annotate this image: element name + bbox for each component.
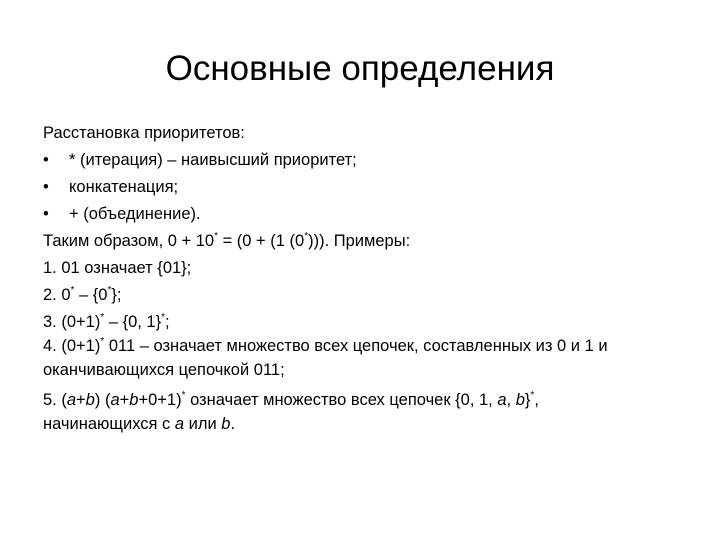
italic-var: a [110,391,120,409]
superscript-star: * [107,284,112,296]
superscript-star: * [181,389,186,401]
bullet-icon: • [43,151,49,169]
superscript-star: * [530,389,535,401]
text-run: 011 – означает множество всех цепочек, составленных из 0 и 1 и [104,337,608,355]
text-run: ) ( [94,391,111,409]
text-run: , [534,391,539,409]
text-run: 2. 0 [43,286,71,304]
text-run: +0+1) [138,391,182,409]
example-3 [43,309,693,336]
superscript-star: * [304,230,309,242]
thus-line [43,228,693,255]
italic-var: a [497,391,507,409]
bullet-text: конкатенация; [69,178,179,196]
slide-body [43,120,693,438]
italic-var: b [515,391,525,409]
italic-var: a [174,415,185,433]
text-run: = (0 + (1 (0 [217,232,305,250]
text-run: ; [165,313,170,331]
superscript-star: * [100,311,105,323]
text-run: . [230,415,236,433]
text-run: Таким образом, 0 + 10 [43,232,215,250]
example-5-line-1 [43,390,693,411]
italic-var: a [66,391,77,409]
text-run: + [76,391,86,409]
text-run: означает множество всех цепочек {0, 1, [185,391,498,409]
bullet-text: * (итерация) – наивысший приоритет; [69,151,357,169]
italic-var: b [129,391,139,409]
superscript-star: * [100,335,105,347]
bullet-item-iteration [43,147,693,174]
superscript-star: * [161,311,166,323]
text-run: } [524,391,531,409]
text-run: ))). Примеры: [308,232,411,250]
text-run: 3. (0+1) [43,313,101,331]
example-4-line-1 [43,336,693,357]
italic-var: b [221,415,231,433]
italic-var: b [85,391,95,409]
priority-heading: Расстановка приоритетов: [43,124,245,142]
text-run: начинающихся с [43,415,175,433]
example-4-line-2: оканчивающихся цепочкой 011; [43,361,285,379]
text-run: 4. (0+1) [43,337,101,355]
example-2 [43,282,693,309]
bullet-text: + (объединение). [69,205,201,223]
text-run: 5. ( [43,391,67,409]
bullet-icon: • [43,178,49,196]
text-run: , [506,391,516,409]
bullet-item-concatenation [43,174,693,201]
text-run: }; [111,286,122,304]
text-run: – {0, 1} [104,313,162,331]
example-5-line-2 [43,411,693,438]
example-1: 1. 01 означает {01}; [43,259,192,277]
slide-title: Основные определения [165,49,555,88]
superscript-star: * [70,284,75,296]
superscript-star: * [214,230,218,242]
text-run: или [184,415,222,433]
text-run: + [119,391,130,409]
bullet-item-union [43,201,693,228]
bullet-icon: • [43,205,49,223]
text-run: – {0 [74,286,108,304]
